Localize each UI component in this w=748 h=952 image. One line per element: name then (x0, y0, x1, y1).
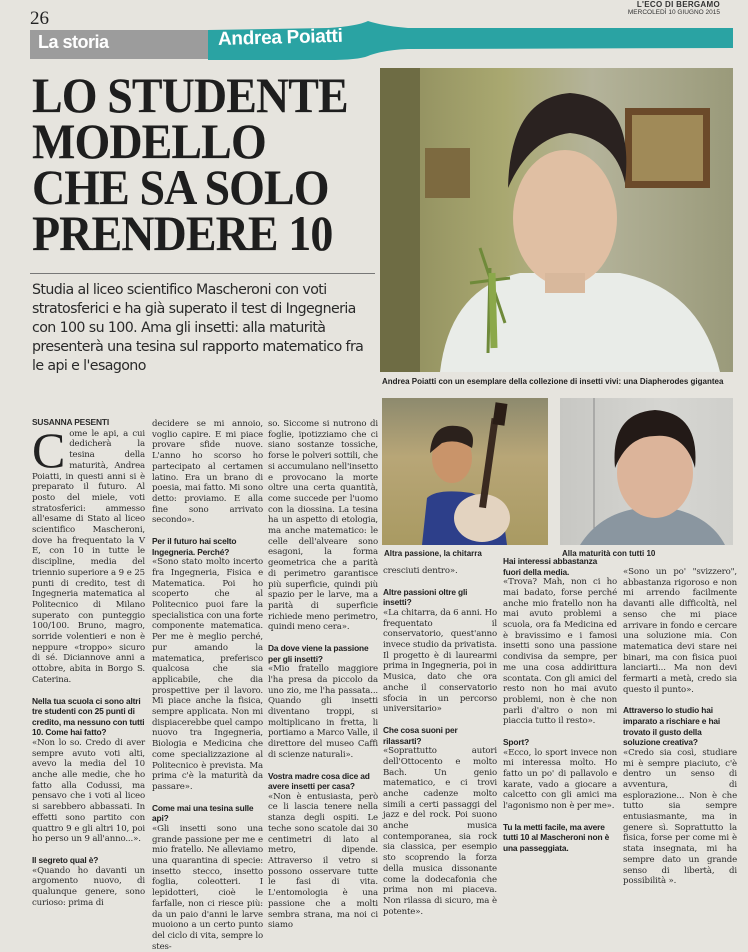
article-paragraph: «La chitarra, da 6 anni. Ho frequentato il conservatorio, quest'anno invece studio da privatista. Il progetto è di laurearmi prima in Ingegneria, poi in Musica, dato che ora anche il conservatorio sfocia in un percorso universitario» (383, 607, 497, 715)
article-paragraph: «Credo sia così, studiare mi è sempre piaciuto, c'è dentro un senso di avventura, di esplorazione... Non è che tutto sia sempre entusiasmante, ma in genere sì. Soprattutto la fisica, forse per come mi è stata insegnata, mi ha sempre dato un grande senso di libertà, di possibilità ». (623, 747, 737, 887)
main-photo-caption: Andrea Poiatti con un esemplare della collezione di insetti vivi: una Diapherodes gigantea (382, 377, 724, 386)
interview-question: Da dove viene la passione per gli insetti? (268, 643, 369, 664)
article-column-4 (383, 566, 497, 917)
drop-cap: C (32, 421, 66, 478)
interview-question: Altre passioni oltre gli insetti? (383, 586, 468, 608)
interview-question: Per il futuro hai scelto Ingegneria. Perché? (152, 536, 237, 557)
article-paragraph: «Trova? Mah, non ci ho mai badato, forse perché anche mio fratello non ha mai avuto problemi a scuola, ora fa Medicina ed è bravissimo e i famosi insetti sono una passione condivisa da sempre, per me una cosa addirittura scontata. Con gli amici del resto non ho mai avuto problemi, non è che non parli d'altro o non mi piaccia tutto il resto». (503, 577, 617, 727)
headline-line: MODELLO (32, 113, 266, 169)
subject-name: Andrea Poiatti (217, 25, 343, 50)
main-photo (380, 68, 733, 372)
article-column-5 (503, 556, 617, 854)
headline-line: PRENDERE 10 (32, 205, 333, 261)
subheadline: Studia al liceo scientifico Mascheroni con voti stratosferici e ha già superato il test di Ingegneria con 100 su 100. Ama gli insetti: alla maturità presenterà una tesina sul rapporto matematico fra le api e l'esagono (32, 282, 364, 374)
guitar-photo (382, 398, 548, 545)
portrait-photo-caption: Alla maturità con tutti 10 (562, 549, 656, 558)
column-body (152, 419, 263, 952)
column-body (503, 556, 617, 854)
article-paragraph: «Non è entusiasta, però ce li lascia tenere nella stanza degli ospiti. Le teche sono scatole dai 30 centimetri di lato al metro, dipende. Attraverso il vetro si possono osservare tutte le fasi di vita. L'entomologia è una passione che a molti sembra strana, ma noi ci siamo (268, 791, 378, 931)
headline-line: LO STUDENTE (32, 67, 348, 123)
column-body (383, 566, 497, 917)
student-portrait-image (560, 398, 733, 545)
article-paragraph: «Sono stato molto incerto fra Ingegneria, Fisica e Matematica. Poi ho scoperto che al Politecnico puoi fare la specialistica con una forte componente matematica. Per me è meglio perché, pur amando la matematica, preferisco qualcosa che sia applicabile, che dia prospettive per il lavoro. Mi piace anche la fisica, sempre applicata. Non mi dispiacerebbe quel campo nuovo tra Ingegneria, Biologia e Medicina che come specializzazione al Politecnico è prevista. Ma prima c'è la maturità da passare». (152, 557, 263, 792)
article-paragraph: «Mio fratello maggiore l'ha presa da piccolo da uno zio, me l'ha passata... Quando gli insetti diventano troppi, si moltiplicano in fretta, li portiamo a Marco Valle, il direttore del museo Caffi di scienze naturali». (268, 664, 378, 760)
interview-question: Sport? (503, 737, 530, 748)
byline: SUSANNA PESENTI (32, 417, 110, 427)
student-with-insect-image (380, 68, 733, 372)
article-paragraph: «Quando ho davanti un argomento nuovo, di qualunque genere, sono curioso: prima di (32, 865, 145, 908)
column-body (623, 567, 737, 887)
article-paragraph: so. Siccome si nutrono di foglie, ipotizziamo che ci siano sostanze tossiche, forse le polveri sottili, che si accumulano nell'insetto e provocano la morte oltre una certa quantità, come succede per l'uomo con la diossina. La tesina ha un aspetto di etologia, ma anche matematico: le celle dell'alveare sono esagoni, la forma geometrica che a parità di perimetro garantisce più superficie, quindi più spazio per le larve, ma a parità di superficie richiede meno perimetro, quindi meno cera». (268, 419, 378, 633)
masthead (628, 0, 720, 16)
article-paragraph: cresciuti dentro». (383, 566, 458, 576)
publication-date: MERCOLEDÌ 10 GIUGNO 2015 (627, 9, 720, 16)
article-paragraph: «Gli insetti sono una grande passione per me e mio fratello. Ne alleviamo una quarantina di specie: insetto stecco, insetto foglia, coleotteri. I lepidotteri, cioè le farfalle, non ci riesce più: da un paio d'anni le larve muoiono a un certo punto del ciclo di vita, sempre lo stes- (152, 823, 263, 952)
student-with-guitar-image (382, 398, 548, 545)
article-paragraph: «Soprattutto autori dell'Ottocento e molto Bach. Un genio matematico, e ci trovi anche cadenze molto simili a certi passaggi del jazz e del rock. Poi suono anche musica contemporanea, sia rock sia classica, per esempio sto scoprendo la forza della musica dissonante come la dodecafonia che prima non mi piaceva. Non rilassa di sicuro, ma è potente». (383, 746, 497, 917)
interview-question: Nella tua scuola ci sono altri tre studenti con 25 punti di credito, ma nessuno con tutti 10. Come hai fatto? (32, 695, 145, 738)
article-column-1 (32, 417, 145, 908)
interview-question: Che cosa suoni per rilassarti? (383, 724, 458, 746)
guitar-photo-caption: Altra passione, la chitarra (384, 549, 482, 558)
divider (30, 273, 375, 274)
interview-question: Il segreto qual è? (32, 854, 99, 865)
interview-question: Hai interessi abbastanza fuori della media. (503, 556, 598, 577)
headline (32, 67, 349, 261)
interview-question: Vostra madre cosa dice ad avere insetti per casa? (268, 770, 370, 792)
interview-question: Come mai una tesina sulle api? (152, 802, 254, 824)
section-label: La storia (38, 32, 109, 52)
article-paragraph: «Sono un po' "svizzero", abbastanza rigoroso e non mi arrendo facilmente davanti alle difficoltà, nel senso che mi piace arrivare in fondo e cercare una soluzione mia. Con matematica devi stare nei binari, ma con fisica puoi lanciarti... Ma non devi fermarti a metà, credo sia questo il punto». (623, 567, 737, 695)
article-paragraph: ome le api, a cui dedicherà la tesina della maturità, Andrea Poiatti, in questi anni si è preparato il futuro. Al posto del miele, voti stratosferici: ammesso all'esame di Stato al liceo scientifico Mascheroni, dove ha frequentato la V E, con 10 in tutte le discipline, media del triennio superiore a 9 e 25 punti di credito, test di Ingegneria matematica al Politecnico di Milano superato con punteggio 100/100. Bruno, magro, sorride volentieri e non è neppure «troppo» sicuro di sé. Diciannove anni a ottobre, abita in Borgo S. Caterina. (32, 428, 145, 685)
article-column-2 (152, 419, 263, 952)
article-column-3 (268, 419, 378, 931)
headline-line: CHE SA SOLO (32, 159, 329, 215)
article-column-6 (623, 567, 737, 887)
portrait-photo (560, 398, 733, 545)
page-number: 26 (30, 8, 49, 29)
article-paragraph: decidere se mi annoio, voglio capire. E mi piace provare sfide nuove. L'anno ho scorso ho partecipato al certamen latino. Era un brano di poesia, mai fatto. Mi sono detto: proviamo. E alla fine sono arrivato secondo». (152, 419, 263, 526)
article-paragraph: «Ecco, lo sport invece non mi interessa molto. Ho fatto un po' di pallavolo e karate, vado a giocare a calcetto con gli amici ma l'agonismo non è per me». (503, 747, 617, 812)
column-body (268, 419, 378, 931)
interview-question: Tu la metti facile, ma avere tutti 10 al Mascheroni non è una passeggiata. (503, 821, 610, 854)
interview-question: Attraverso lo studio hai imparato a rischiare e hai trovato il gusto della soluzione creativa? (623, 705, 721, 748)
publication-name: L'ECO DI BERGAMO (636, 0, 720, 9)
article-paragraph: «Non lo so. Credo di aver sempre avuto voti alti, avevo la media del 10 anche alle medie, che ho fatto alla Codussi, ma pensavo che i voti al liceo si sarebbero abbassati. In effetti sono partito con quattro 9 e gli altri 10, poi ho perso un 9 all'anno...». (32, 737, 145, 845)
